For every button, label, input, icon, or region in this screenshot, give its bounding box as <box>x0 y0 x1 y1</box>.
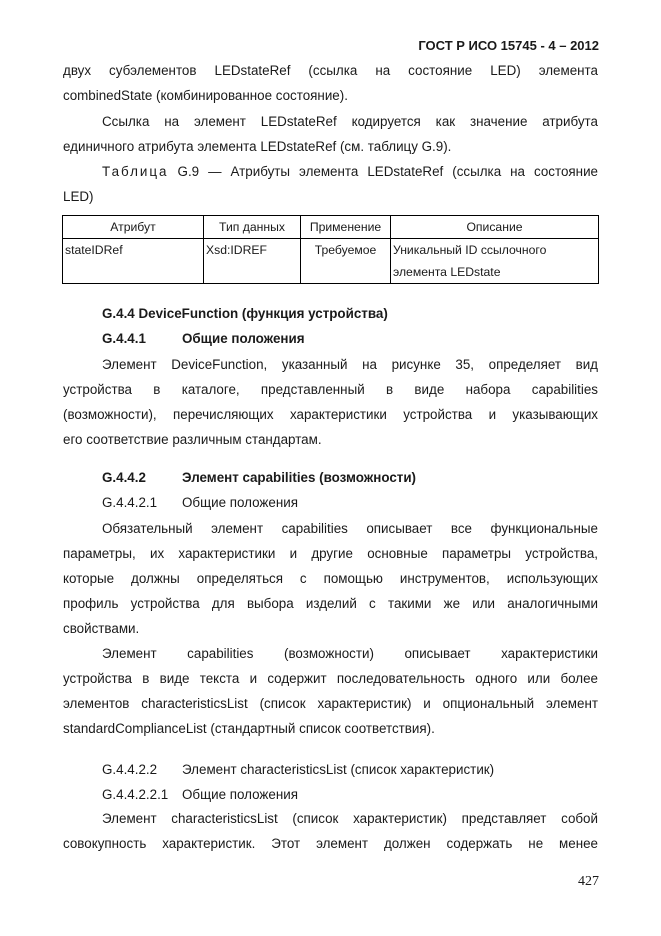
attributes-table <box>62 215 599 284</box>
heading-title: Общие положения <box>182 331 305 346</box>
table-header-cell: Атрибут <box>63 216 204 239</box>
table-header-row <box>63 216 599 239</box>
table-header-cell: Описание <box>391 216 599 239</box>
paragraph-line: единичного атрибута элемента LEDstateRef (см. таблицу G.9). <box>63 139 452 154</box>
table-cell-line: элемента LEDstate <box>393 265 501 279</box>
subsubsection-heading <box>102 760 494 780</box>
subsection-heading <box>102 468 416 488</box>
subsubsection-heading <box>102 493 298 513</box>
heading-title: Общие положения <box>182 495 298 510</box>
heading-number: G.4.4.2.1 <box>102 495 158 510</box>
paragraph-line: Элемент capabilities (возможности) описывает характеристики <box>102 646 598 661</box>
table-caption <box>102 159 598 184</box>
paragraph-line: (возможности), перечисляющих характеристики устройства и указывающих <box>63 407 598 422</box>
table-cell-line: Уникальный ID ссылочного <box>393 243 547 257</box>
paragraph-line: Ссылка на элемент LEDstateRef кодируется как значение атрибута <box>102 114 598 129</box>
paragraph-line: совокупность характеристик. Этот элемент должен содержать не менее <box>63 836 598 851</box>
paragraph-line: параметры, их характеристики и другие основные параметры устройства, <box>63 546 598 561</box>
paragraph-line: свойствами. <box>63 621 140 636</box>
table-cell: Требуемое <box>301 239 391 284</box>
subsection-heading <box>102 329 305 349</box>
heading-title: Элемент capabilities (возможности) <box>182 470 417 485</box>
paragraph-line: Обязательный элемент capabilities описывает все функциональные <box>102 521 598 536</box>
caption-text: G.9 — Атрибуты элемента LEDstateRef (ссылка на состояние <box>168 164 598 179</box>
heading-number: G.4.4.2.2 <box>102 762 158 777</box>
table-cell: Xsd:IDREF <box>204 239 301 284</box>
paragraph-line: элементов characteristicsList (список характеристик) и опциональный элемент <box>63 696 598 711</box>
heading-title: Общие положения <box>182 787 298 802</box>
table-row <box>63 239 599 284</box>
table-cell <box>391 239 599 284</box>
heading-number: G.4.4.1 <box>102 331 146 346</box>
heading-number: G.4.4.2 <box>102 470 146 485</box>
paragraph-line: Элемент DeviceFunction, указанный на рисунке 35, определяет вид <box>102 357 598 372</box>
paragraph-line: standardComplianceList (стандартный список соответствия). <box>63 721 435 736</box>
table-cell: stateIDRef <box>63 239 204 284</box>
heading-number: G.4.4.2.2.1 <box>102 787 169 802</box>
subsubsection-heading <box>102 785 298 805</box>
table-header-cell: Тип данных <box>204 216 301 239</box>
document-header: ГОСТ Р ИСО 15745 - 4 – 2012 <box>418 38 599 53</box>
paragraph-line: устройства в виде текста и содержит последовательность одного или более <box>63 671 598 686</box>
page-number: 427 <box>578 874 599 889</box>
heading-title: Элемент characteristicsList (список характеристик) <box>182 762 495 777</box>
caption-prefix: Таблица <box>102 164 169 179</box>
paragraph-line: Элемент characteristicsList (список характеристик) представляет собой <box>102 811 598 826</box>
paragraph-line: которые должны определяться с помощью инструментов, использующих <box>63 571 598 586</box>
paragraph-line: устройства в каталоге, представленный в виде набора capabilities <box>63 382 598 397</box>
table-caption-continuation: LED) <box>63 189 94 204</box>
table-header-cell: Применение <box>301 216 391 239</box>
paragraph-line: его соответствие различным стандартам. <box>63 432 322 447</box>
section-heading: G.4.4 DeviceFunction (функция устройства) <box>102 306 388 321</box>
paragraph-line: combinedState (комбинированное состояние). <box>63 88 348 103</box>
paragraph-line: профиль устройства для выбора изделий с такими же или аналогичными <box>63 596 598 611</box>
paragraph-line: двух субэлементов LEDstateRef (ссылка на состояние LED) элемента <box>63 63 598 78</box>
